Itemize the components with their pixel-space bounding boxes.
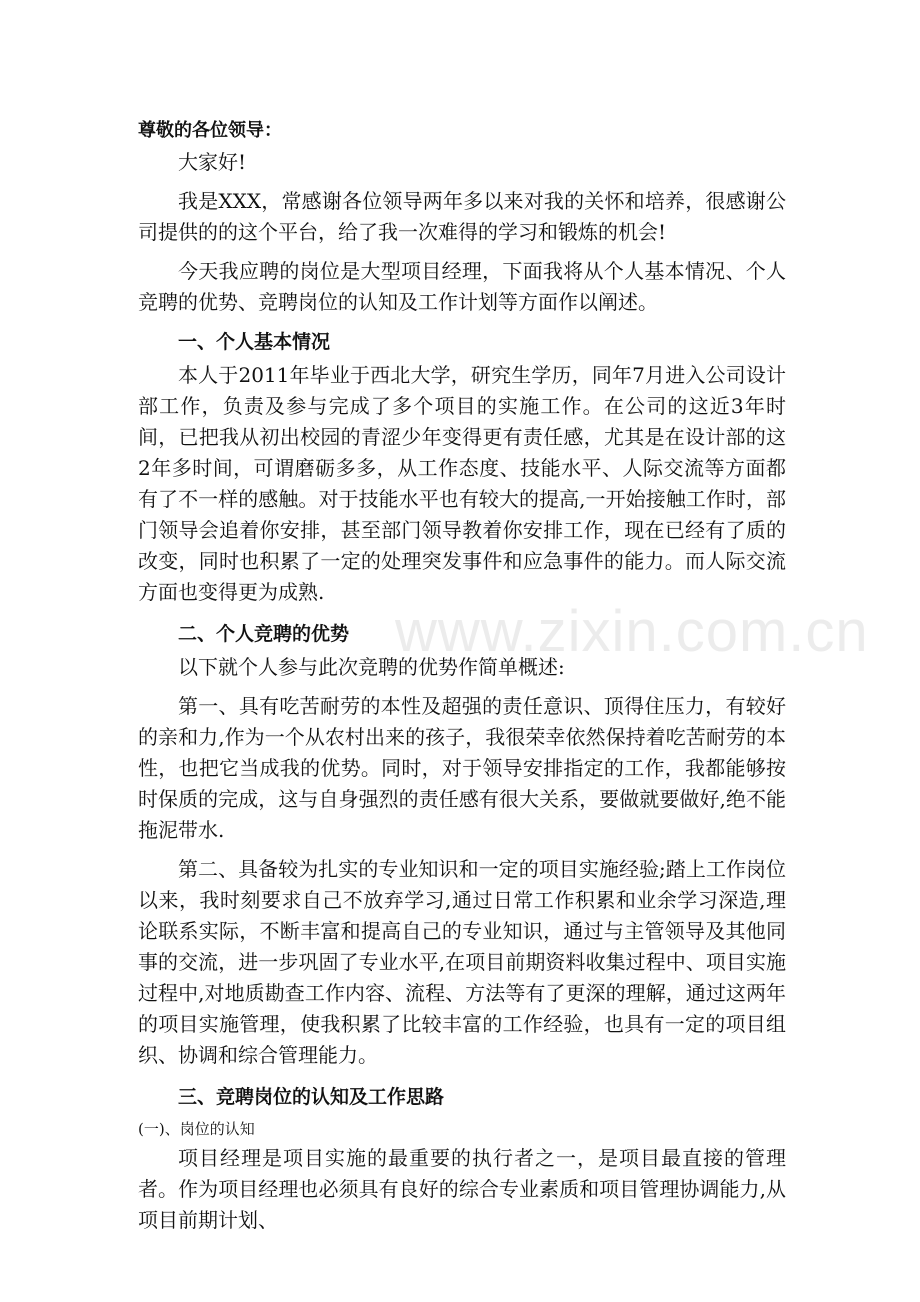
section-3-paragraph: 项目经理是项目实施的最重要的执行者之一，是项目最直接的管理者。作为项目经理也必须具有良好的综合专业素质和项目管理协调能力,从项目前期计划、 xyxy=(138,1146,786,1232)
greeting-paragraph: 大家好! xyxy=(178,150,247,174)
watermark: www.zixin.com.cn xyxy=(395,599,869,664)
section-2-heading: 二、个人竞聘的优势 xyxy=(178,623,350,645)
section-3-heading: 三、竞聘岗位的认知及工作思路 xyxy=(178,1086,445,1108)
intro-paragraph-2: 今天我应聘的岗位是大型项目经理，下面我将从个人基本情况、个人竞聘的优势、竞聘岗位的认知及工作计划等方面作以阐述。 xyxy=(138,259,786,314)
section-2-point-1: 第一、具有吃苦耐劳的本性及超强的责任意识、顶得住压力，有较好的亲和力,作为一个从农村出来的孩子，我很荣幸依然保持着吃苦耐劳的本性，也把它当成我的优势。同时，对于领导安排指定的工作，我都能够按时保质的完成，这与自身强烈的责任感有很大关系，要做就要做好,绝不能拖泥带水. xyxy=(138,694,786,842)
intro-paragraph-1: 我是XXX，常感谢各位领导两年多以来对我的关怀和培养，很感谢公司提供的的这个平台，给了我一次难得的学习和锻炼的机会! xyxy=(138,189,786,244)
section-1-heading: 一、个人基本情况 xyxy=(178,331,331,353)
section-2-point-2: 第二、具备较为扎实的专业知识和一定的项目实施经验;踏上工作岗位以来，我时刻要求自己不放弃学习,通过日常工作积累和业余学习深造,理论联系实际，不断丰富和提高自己的专业知识，通过与主管领导及其他同事的交流，进一步巩固了专业水平,在项目前期资料收集过程中、项目实施过程中,对地质勘查工作内容、流程、方法等有了更深的理解，通过这两年的项目实施管理，使我积累了比较丰富的工作经验，也具有一定的项目组织、协调和综合管理能力。 xyxy=(138,857,786,1067)
section-1-paragraph: 本人于2011年毕业于西北大学，研究生学历，同年7月进入公司设计部工作，负责及参与完成了多个项目的实施工作。在公司的这近3年时间，已把我从初出校园的青涩少年变得更有责任感，尤其是在设计部的这2年多时间，可谓磨砺多多，从工作态度、技能水平、人际交流等方面都有了不一样的感触。对于技能水平也有较大的提高,一开始接触工作时，部门领导会追着你安排，甚至部门领导教着你安排工作，现在已经有了质的改变，同时也积累了一定的处理突发事件和应急事件的能力。而人际交流方面也变得更为成熟. xyxy=(138,363,786,604)
section-2-intro: 以下就个人参与此次竞聘的优势作简单概述: xyxy=(178,655,565,679)
section-3-subheading: (一)、岗位的认知 xyxy=(138,1120,255,1138)
document-body xyxy=(138,117,786,1236)
salutation: 尊敬的各位领导： xyxy=(138,120,282,141)
